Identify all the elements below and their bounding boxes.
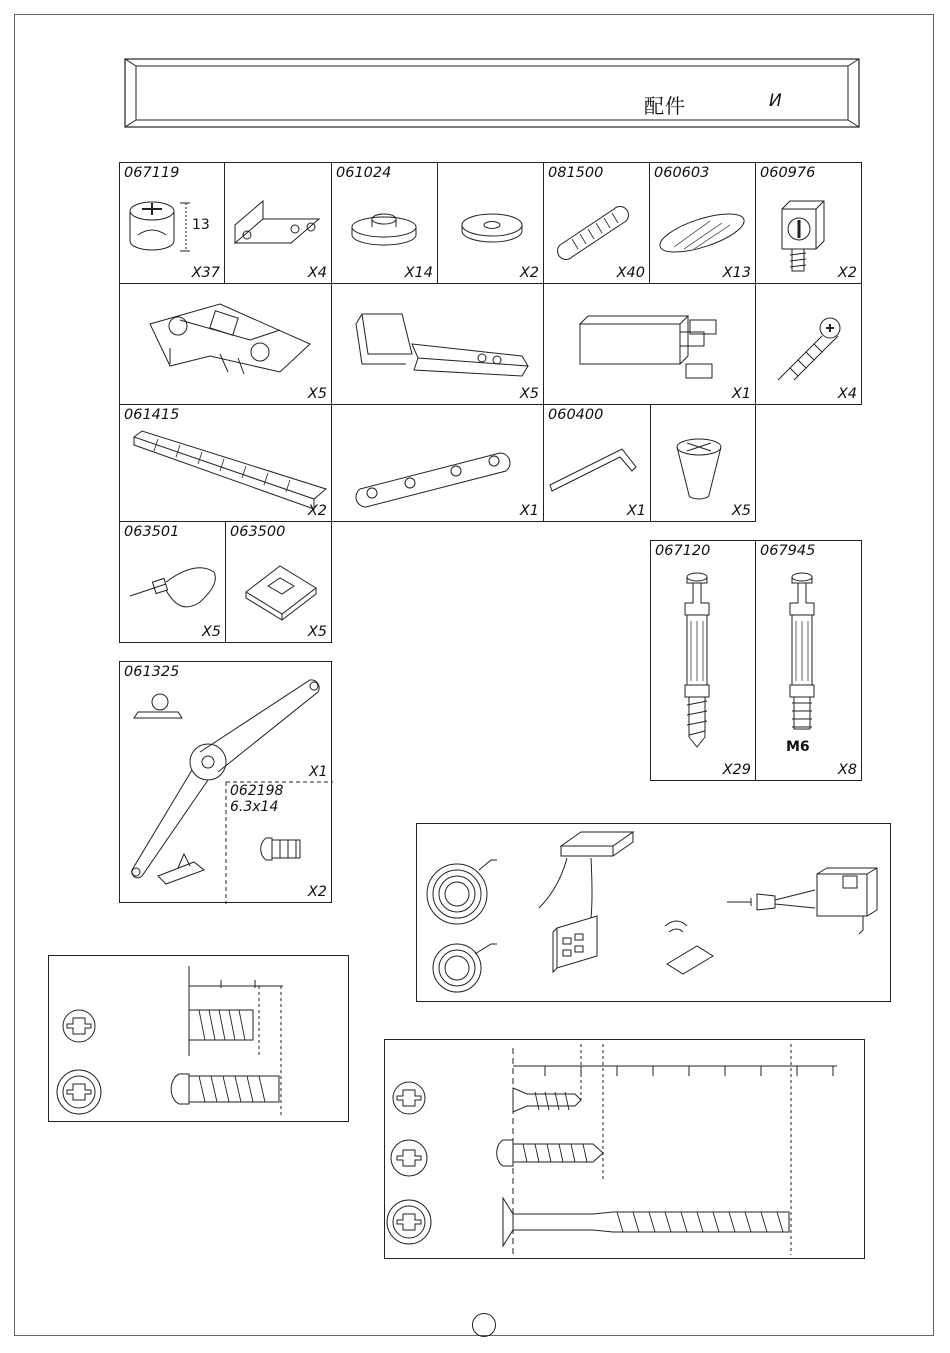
part-code: 067119 (124, 165, 180, 181)
part-code: 063501 (124, 524, 180, 540)
part-code: 061325 (124, 664, 180, 680)
part-cell-060976 (755, 162, 862, 284)
part-qty: X2 (837, 265, 857, 281)
part-cell-067119 (119, 162, 225, 284)
screw-guide-left-icon (49, 956, 350, 1123)
screw-size: 6.3x14 (230, 799, 279, 815)
part-qty: X5 (731, 503, 751, 519)
part-code: 061415 (124, 407, 180, 423)
part-cell-angle-bracket (224, 162, 332, 284)
part-qty: X14 (404, 265, 433, 281)
screw-length-guide-left (48, 955, 349, 1122)
part-cell-081500 (543, 162, 650, 284)
part-cell-063500 (225, 521, 332, 643)
lid-stay-icon (120, 662, 333, 904)
part-qty: X2 (307, 884, 327, 900)
part-cell-061325 (119, 661, 332, 903)
part-qty: X37 (191, 265, 220, 281)
part-qty: X13 (722, 265, 751, 281)
part-cell-furniture-foot (650, 404, 756, 522)
part-qty: X1 (309, 764, 328, 780)
wood-screw-connector-icon (651, 541, 757, 782)
part-cell-061024 (331, 162, 438, 284)
page-number-circle (472, 1313, 496, 1337)
led-lighting-kit-icon (417, 824, 892, 1003)
part-code: 081500 (548, 165, 604, 181)
part-cell-damper (543, 283, 756, 405)
part-qty: X2 (307, 503, 327, 519)
part-code: 067945 (760, 543, 816, 559)
part-dimension: 13 (192, 217, 210, 233)
concealed-hinge-icon (332, 284, 545, 406)
part-cell-concealed-hinge (331, 283, 544, 405)
part-code: 062198 (230, 783, 284, 799)
screw-length-guide-right (384, 1039, 865, 1259)
part-qty: X5 (519, 386, 539, 402)
part-cell-cam-bolt (755, 283, 862, 405)
part-qty: X1 (519, 503, 539, 519)
mending-plate-icon (332, 405, 545, 523)
part-qty: X1 (626, 503, 646, 519)
part-qty: X8 (837, 762, 857, 778)
part-cell-067945 (755, 540, 862, 781)
part-qty: X2 (519, 265, 539, 281)
part-code: 060976 (760, 165, 816, 181)
part-code: 060603 (654, 165, 710, 181)
part-qty: X40 (616, 265, 645, 281)
part-cell-061415 (119, 404, 332, 522)
part-code: 061024 (336, 165, 392, 181)
hinge-mounting-plate-icon (120, 284, 333, 406)
part-cell-washer (437, 162, 544, 284)
part-qty: X4 (837, 386, 857, 402)
page-title: 配件 (644, 94, 686, 118)
soft-close-damper-icon (544, 284, 757, 406)
part-code: 060400 (548, 407, 604, 423)
screw-guide-right-icon (385, 1040, 866, 1260)
banner-frame (124, 58, 860, 128)
part-qty: X29 (722, 762, 751, 778)
part-cell-067120 (650, 540, 756, 781)
header-banner (124, 58, 860, 128)
part-qty: X5 (201, 624, 221, 640)
part-qty: X4 (307, 265, 327, 281)
part-cell-060400 (543, 404, 651, 522)
part-code: 063500 (230, 524, 286, 540)
part-qty: X1 (731, 386, 751, 402)
thread-size: M6 (786, 739, 810, 755)
led-lighting-kit-box (416, 823, 891, 1002)
part-cell-hinge-plate (119, 283, 332, 405)
header-mark: И (769, 91, 782, 111)
part-code: 067120 (655, 543, 711, 559)
part-cell-063501 (119, 521, 226, 643)
part-qty: X5 (307, 624, 327, 640)
part-cell-060603 (649, 162, 756, 284)
part-qty: X5 (307, 386, 327, 402)
part-cell-mending-plate (331, 404, 544, 522)
